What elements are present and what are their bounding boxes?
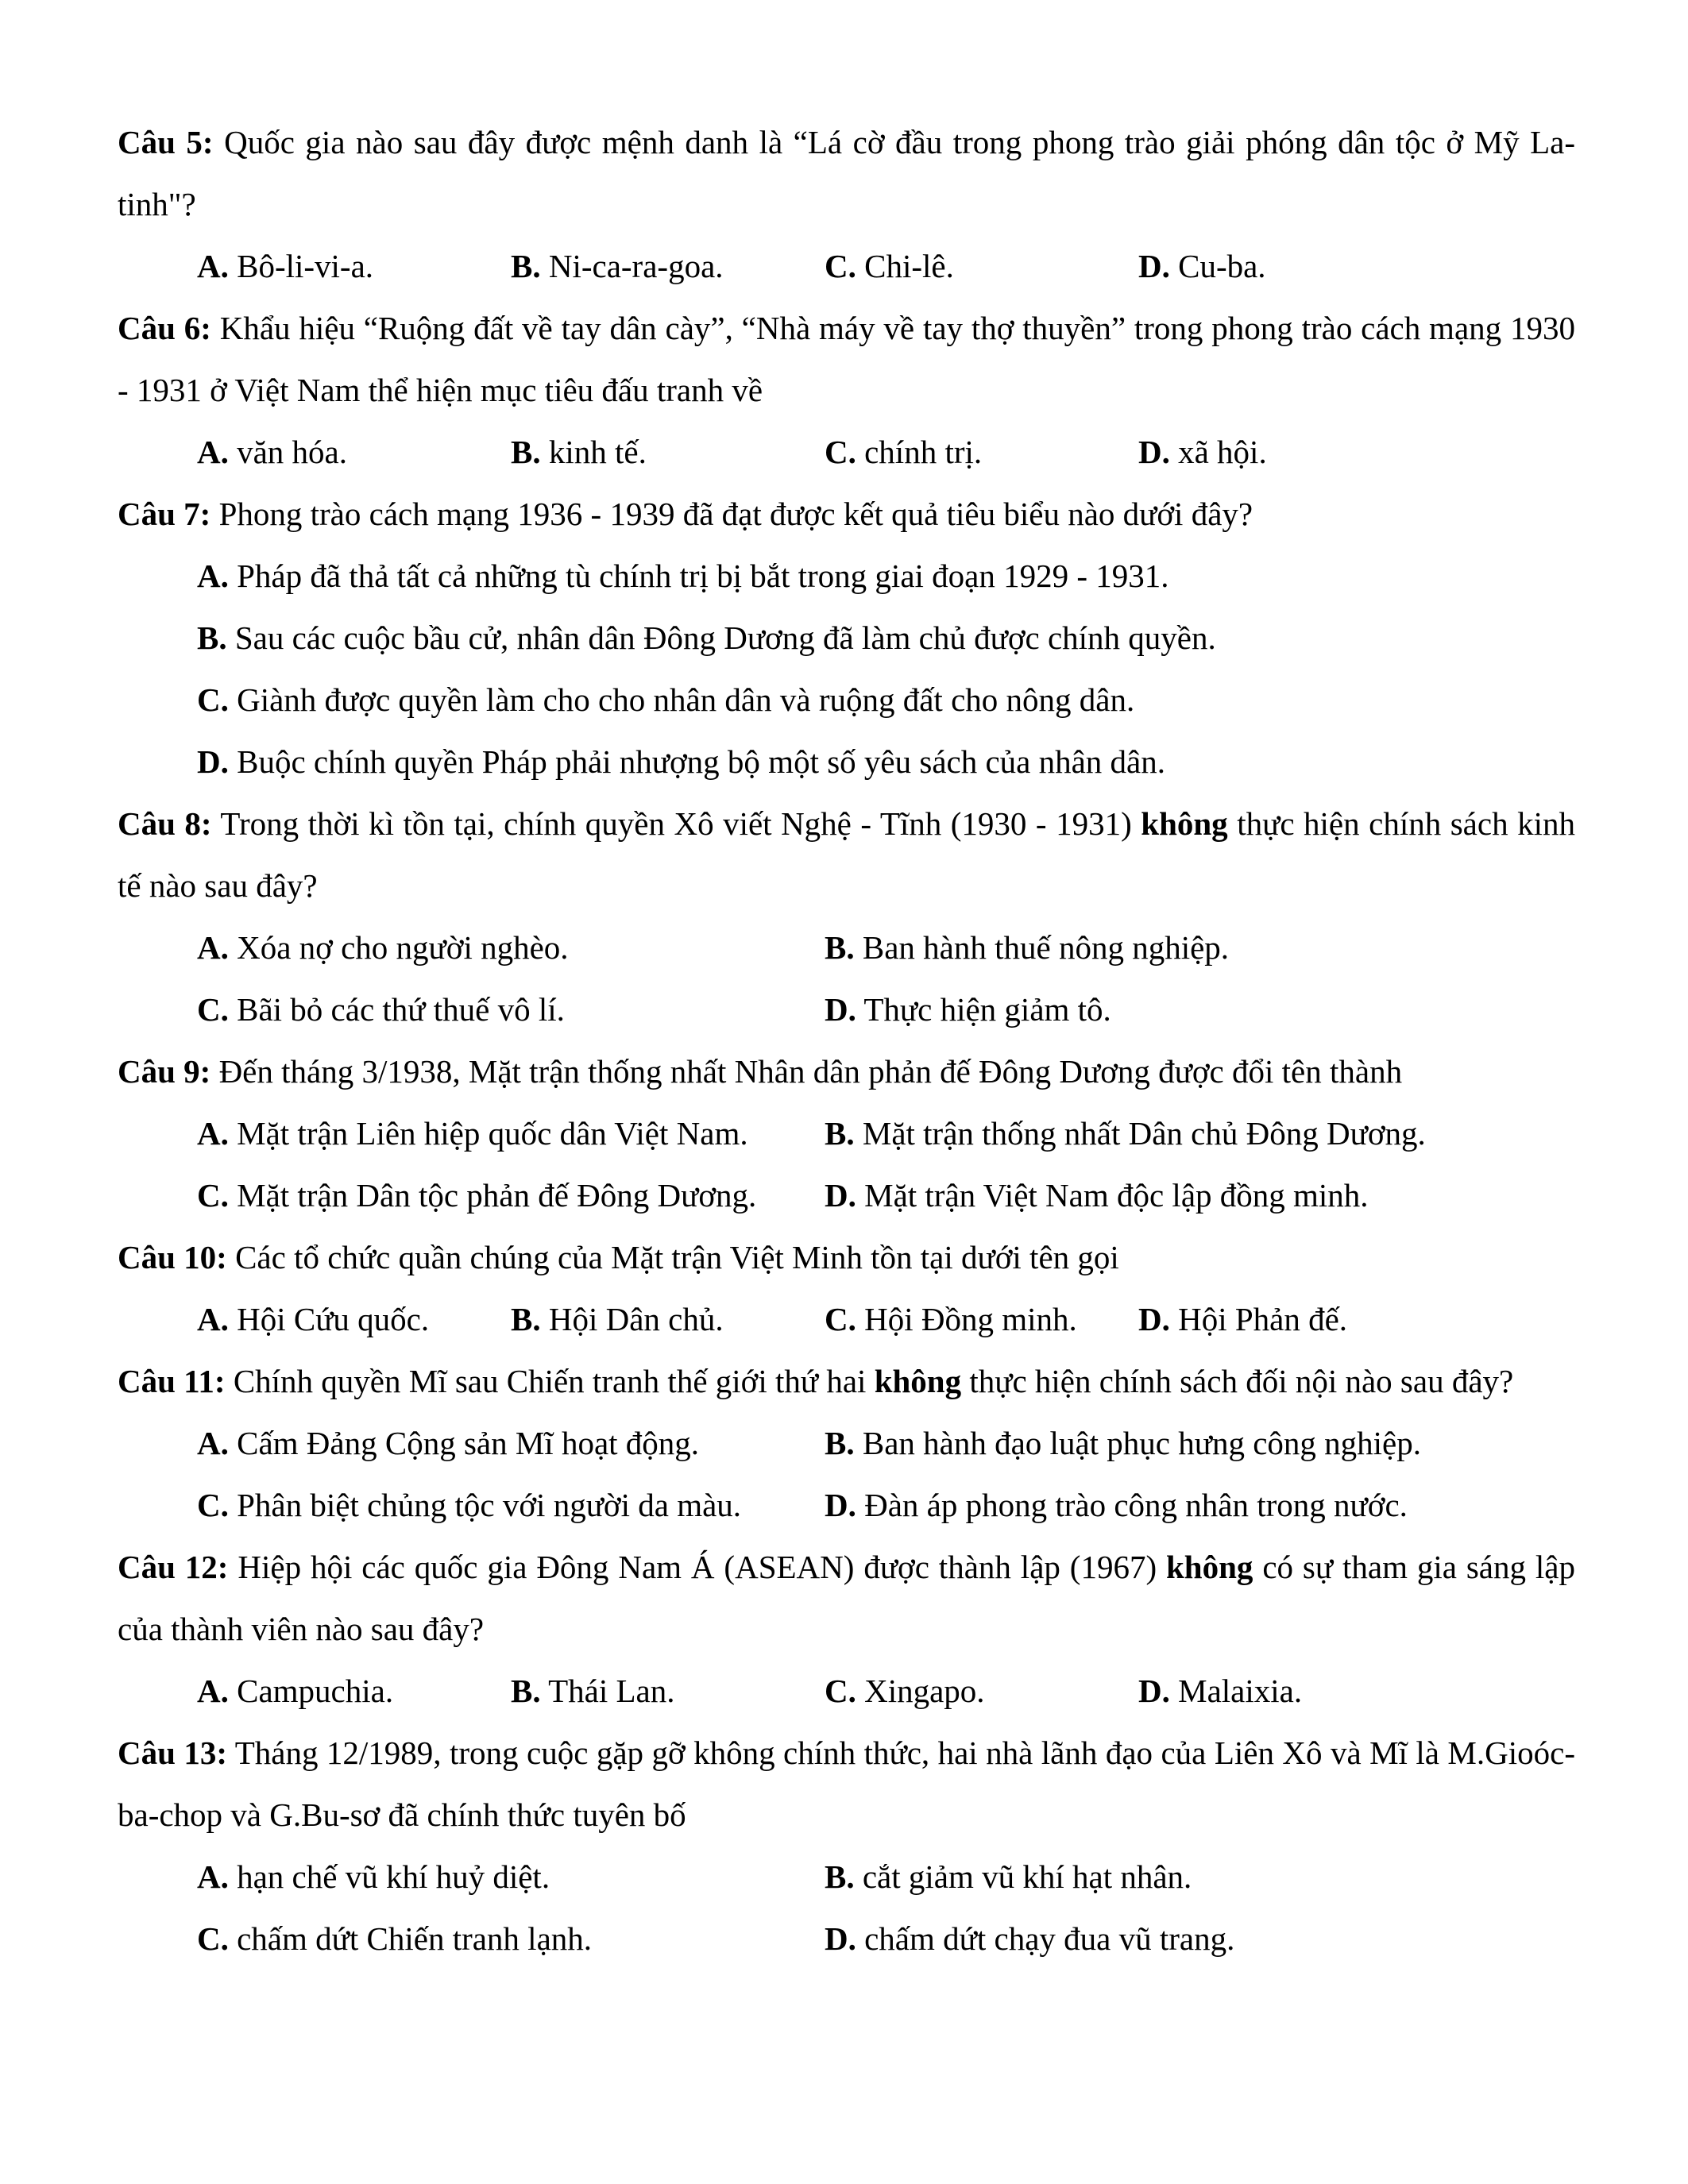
- question-6: [118, 297, 1575, 421]
- option-b: B. Thái Lan.: [511, 1673, 675, 1709]
- question-9: [118, 1040, 1575, 1102]
- question-number: Câu 10:: [118, 1239, 227, 1275]
- options-row: [118, 1102, 1575, 1164]
- options-row: [118, 1660, 1575, 1722]
- question-8: Câu 8: Trong thời kì tồn tại, chính quyền Xô viết Nghệ - Tĩnh (1930 - 1931) không thực hiện chính sách kinh tế nào sau đây?: [118, 805, 1575, 904]
- question-number: Câu 11:: [118, 1363, 226, 1399]
- option-c: C. Xingapo.: [825, 1673, 985, 1709]
- option-d: D. Hội Phản đế.: [1138, 1301, 1348, 1337]
- options-row: [118, 1908, 1575, 1970]
- options-row: [118, 978, 1575, 1040]
- question-text: Khẩu hiệu “Ruộng đất về tay dân cày”, “Nhà máy về tay thợ thuyền” trong phong trào cách mạng 1930 - 1931 ở Việt Nam thể hiện mục tiêu đấu tranh về: [118, 310, 1575, 408]
- option-b: B. cắt giảm vũ khí hạt nhân.: [825, 1858, 1192, 1895]
- option-b: B. Hội Dân chủ.: [511, 1301, 724, 1337]
- option-b: B. kinh tế.: [511, 434, 647, 470]
- options-row: [118, 1288, 1575, 1350]
- option-b: B. Sau các cuộc bầu cử, nhân dân Đông Dương đã làm chủ được chính quyền.: [197, 619, 1216, 656]
- question-text: Các tổ chức quần chúng của Mặt trận Việt Minh tồn tại dưới tên gọi: [226, 1239, 1119, 1275]
- options-row: [118, 1164, 1575, 1226]
- options-row: [118, 235, 1575, 297]
- option-c: C. chấm dứt Chiến tranh lạnh.: [197, 1920, 593, 1957]
- option-d: D. chấm dứt chạy đua vũ trang.: [825, 1920, 1235, 1957]
- emphasis-not: không: [874, 1363, 962, 1399]
- option-a: A. Campuchia.: [197, 1673, 394, 1709]
- option-c: C. Hội Đồng minh.: [825, 1301, 1077, 1337]
- options-row: [118, 1412, 1575, 1474]
- option-b: B. Ban hành đạo luật phục hưng công nghiệp.: [825, 1425, 1421, 1461]
- option-b: B. Ni-ca-ra-goa.: [511, 248, 724, 284]
- option-a: A. Mặt trận Liên hiệp quốc dân Việt Nam.: [197, 1115, 748, 1152]
- question-text: Đến tháng 3/1938, Mặt trận thống nhất Nhân dân phản đế Đông Dương được đổi tên thành: [211, 1053, 1403, 1090]
- options-row: [118, 1846, 1575, 1908]
- option-d: D. Buộc chính quyền Pháp phải nhượng bộ một số yêu sách của nhân dân.: [197, 743, 1166, 780]
- question-10: [118, 1226, 1575, 1288]
- options-row: [118, 421, 1575, 483]
- option-a: A. văn hóa.: [197, 434, 348, 470]
- option-a: A. Cấm Đảng Cộng sản Mĩ hoạt động.: [197, 1425, 700, 1461]
- option-c: C. Mặt trận Dân tộc phản đế Đông Dương.: [197, 1177, 757, 1214]
- options-row: [118, 1474, 1575, 1536]
- option-a: A. Hội Cứu quốc.: [197, 1301, 430, 1337]
- exam-page: [118, 111, 1575, 1970]
- option-d: D. Cu-ba.: [1138, 248, 1266, 284]
- options-row: [118, 916, 1575, 978]
- option-c: C. Giành được quyền làm cho cho nhân dân và ruộng đất cho nông dân.: [197, 681, 1135, 718]
- question-text: Phong trào cách mạng 1936 - 1939 đã đạt được kết quả tiêu biểu nào dưới đây?: [211, 496, 1253, 532]
- question-5: [118, 111, 1575, 235]
- option-d: D. Thực hiện giảm tô.: [825, 991, 1111, 1028]
- question-number: Câu 9:: [118, 1053, 211, 1090]
- option-c: C. Chi-lê.: [825, 248, 954, 284]
- option-c: C. Bãi bỏ các thứ thuế vô lí.: [197, 991, 565, 1028]
- option-a: A. Xóa nợ cho người nghèo.: [197, 929, 569, 966]
- option-a: A. hạn chế vũ khí huỷ diệt.: [197, 1858, 550, 1895]
- emphasis-not: không: [1141, 805, 1228, 842]
- option-d: D. xã hội.: [1138, 434, 1267, 470]
- question-text: Tháng 12/1989, trong cuộc gặp gỡ không chính thức, hai nhà lãnh đạo của Liên Xô và Mĩ là M.Gioóc-ba-chop và G.Bu-sơ đã chính thức tuyên bố: [118, 1734, 1575, 1833]
- option-d: D. Malaixia.: [1138, 1673, 1303, 1709]
- emphasis-not: không: [1166, 1549, 1253, 1585]
- question-13: [118, 1722, 1575, 1846]
- question-number: Câu 7:: [118, 496, 211, 532]
- question-number: Câu 13:: [118, 1734, 228, 1771]
- option-a: A. Bô-li-vi-a.: [197, 248, 374, 284]
- option-b: B. Mặt trận thống nhất Dân chủ Đông Dương.: [825, 1115, 1426, 1152]
- question-number: Câu 8:: [118, 805, 212, 842]
- question-7: [118, 483, 1575, 545]
- question-12: Câu 12: Hiệp hội các quốc gia Đông Nam Á (ASEAN) được thành lập (1967) không có sự tham gia sáng lập của thành viên nào sau đây?: [118, 1549, 1575, 1647]
- question-number: Câu 5:: [118, 124, 214, 160]
- option-c: C. chính trị.: [825, 434, 983, 470]
- option-d: D. Mặt trận Việt Nam độc lập đồng minh.: [825, 1177, 1369, 1214]
- option-b: B. Ban hành thuế nông nghiệp.: [825, 929, 1230, 966]
- option-a: A. Pháp đã thả tất cả những tù chính trị bị bắt trong giai đoạn 1929 - 1931.: [197, 558, 1169, 594]
- option-d: D. Đàn áp phong trào công nhân trong nước.: [825, 1487, 1408, 1523]
- option-c: C. Phân biệt chủng tộc với người da màu.: [197, 1487, 742, 1523]
- question-number: Câu 12:: [118, 1549, 229, 1585]
- question-11: Câu 11: Chính quyền Mĩ sau Chiến tranh thế giới thứ hai không thực hiện chính sách đối nội nào sau đây?: [118, 1363, 1514, 1399]
- question-number: Câu 6:: [118, 310, 211, 346]
- question-text: Quốc gia nào sau đây được mệnh danh là “Lá cờ đầu trong phong trào giải phóng dân tộc ở Mỹ La-tinh"?: [118, 124, 1575, 222]
